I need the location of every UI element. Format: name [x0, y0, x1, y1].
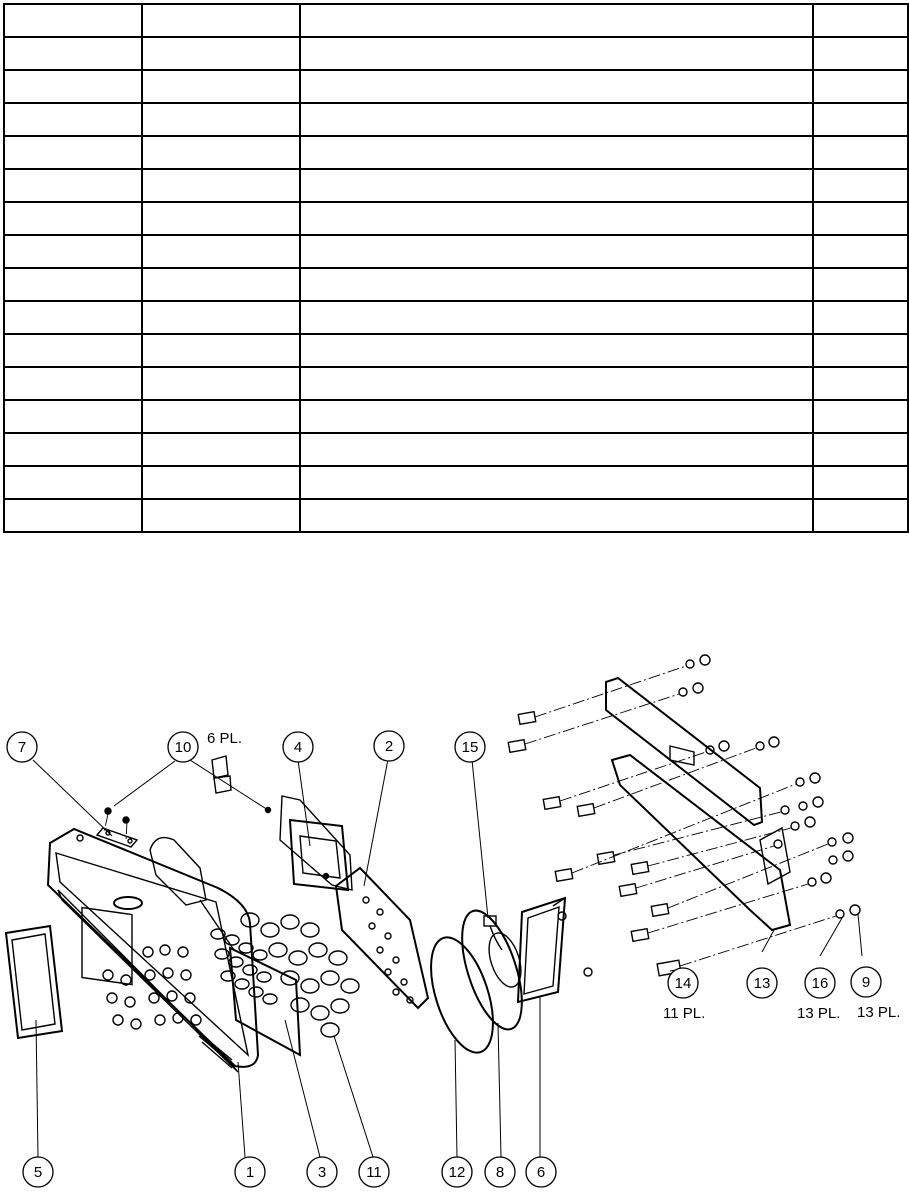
- table-cell: [4, 136, 142, 169]
- callout-1-label: 1: [245, 1164, 255, 1181]
- quantity-note-14: 11 PL.: [663, 1005, 706, 1022]
- table-row: [4, 433, 908, 466]
- table-cell: [142, 103, 300, 136]
- callout-balloons: [7, 731, 881, 1187]
- part-display-module: [280, 796, 352, 890]
- table-row: [4, 70, 908, 103]
- table-cell: [300, 499, 813, 532]
- callout-15-label: 15: [461, 739, 479, 756]
- table-cell: [142, 301, 300, 334]
- part-window-gasket: [6, 926, 62, 1038]
- callout-6-label: 6: [536, 1164, 546, 1181]
- callout-16-label: 16: [811, 975, 829, 992]
- table-cell: [300, 37, 813, 70]
- table-row: [4, 169, 908, 202]
- table-row: [4, 202, 908, 235]
- table-cell: [300, 136, 813, 169]
- table-row: [4, 367, 908, 400]
- callout-9-label: 9: [861, 974, 871, 991]
- table-cell: [813, 400, 908, 433]
- part-standoffs: [508, 712, 681, 976]
- table-cell: [142, 466, 300, 499]
- callout-11-label: 11: [366, 1164, 382, 1181]
- table-row: [4, 136, 908, 169]
- table-cell: [300, 268, 813, 301]
- quantity-note-9: 13 PL.: [857, 1004, 901, 1021]
- table-row: [4, 499, 908, 532]
- table-cell: [4, 103, 142, 136]
- callout-5-label: 5: [33, 1164, 43, 1181]
- table-cell: [4, 4, 142, 37]
- table-cell: [142, 433, 300, 466]
- callout-3-label: 3: [317, 1164, 327, 1181]
- table-cell: [4, 334, 142, 367]
- table-cell: [813, 334, 908, 367]
- callout-7-label: 7: [17, 739, 27, 756]
- table-cell: [142, 400, 300, 433]
- table-cell: [142, 202, 300, 235]
- table-cell: [813, 301, 908, 334]
- table-cell: [142, 268, 300, 301]
- table-cell: [4, 433, 142, 466]
- table-cell: [813, 499, 908, 532]
- table-cell: [4, 268, 142, 301]
- callout-14-label: 14: [674, 975, 692, 992]
- table-row: [4, 268, 908, 301]
- table-cell: [813, 70, 908, 103]
- table-row: [4, 466, 908, 499]
- table-cell: [4, 169, 142, 202]
- table-cell: [300, 301, 813, 334]
- quantity-note-16: 13 PL.: [797, 1005, 841, 1022]
- table-cell: [142, 169, 300, 202]
- callout-12-label: 12: [448, 1164, 466, 1181]
- table-cell: [300, 367, 813, 400]
- table-cell: [813, 268, 908, 301]
- table-row: [4, 37, 908, 70]
- table-cell: [813, 103, 908, 136]
- table-cell: [4, 499, 142, 532]
- callout-8-label: 8: [495, 1164, 505, 1181]
- table-cell: [4, 202, 142, 235]
- table-cell: [813, 367, 908, 400]
- table-cell: [4, 235, 142, 268]
- table-cell: [300, 235, 813, 268]
- table-cell: [142, 334, 300, 367]
- screw-icon: [105, 808, 111, 814]
- part-screws: [679, 655, 860, 918]
- table-cell: [4, 70, 142, 103]
- table-cell: [300, 202, 813, 235]
- table-cell: [300, 169, 813, 202]
- table-cell: [300, 334, 813, 367]
- table-cell: [142, 37, 300, 70]
- table-cell: [813, 169, 908, 202]
- table-cell: [813, 4, 908, 37]
- table-cell: [4, 367, 142, 400]
- callout-13-label: 13: [753, 975, 771, 992]
- table-cell: [813, 466, 908, 499]
- table-cell: [813, 136, 908, 169]
- table-cell: [142, 136, 300, 169]
- table-cell: [300, 466, 813, 499]
- table-row: [4, 334, 908, 367]
- table-cell: [300, 70, 813, 103]
- table-cell: [142, 4, 300, 37]
- table-row: [4, 400, 908, 433]
- parts-list-table: [3, 3, 909, 533]
- table-cell: [142, 499, 300, 532]
- table-cell: [142, 235, 300, 268]
- table-cell: [813, 37, 908, 70]
- part-lens-bracket: [97, 828, 137, 847]
- table-cell: [813, 235, 908, 268]
- part-rear-chassis: [606, 678, 790, 930]
- table-cell: [4, 301, 142, 334]
- leader-lines: [33, 759, 862, 1157]
- table-cell: [4, 466, 142, 499]
- table-row: [4, 301, 908, 334]
- callout-4-label: 4: [293, 739, 303, 756]
- table-cell: [300, 433, 813, 466]
- parts-list-body: [4, 4, 908, 532]
- screw-icon: [123, 817, 129, 823]
- part-speaker-bracket: [518, 898, 565, 1002]
- table-cell: [300, 400, 813, 433]
- table-cell: [813, 433, 908, 466]
- callout-2-label: 2: [384, 738, 394, 755]
- table-cell: [300, 4, 813, 37]
- part-knobs: [241, 913, 359, 1037]
- screw-icon: [584, 968, 592, 976]
- table-cell: [142, 70, 300, 103]
- table-cell: [4, 400, 142, 433]
- table-cell: [300, 103, 813, 136]
- callout-10-label: 10: [174, 739, 192, 756]
- screw-icon: [558, 912, 566, 920]
- table-row: [4, 235, 908, 268]
- table-cell: [4, 37, 142, 70]
- table-row: [4, 4, 908, 37]
- quantity-note-10: 6 PL.: [207, 730, 243, 747]
- exploded-assembly-drawing: [0, 600, 909, 1202]
- table-cell: [813, 202, 908, 235]
- table-row: [4, 103, 908, 136]
- table-cell: [142, 367, 300, 400]
